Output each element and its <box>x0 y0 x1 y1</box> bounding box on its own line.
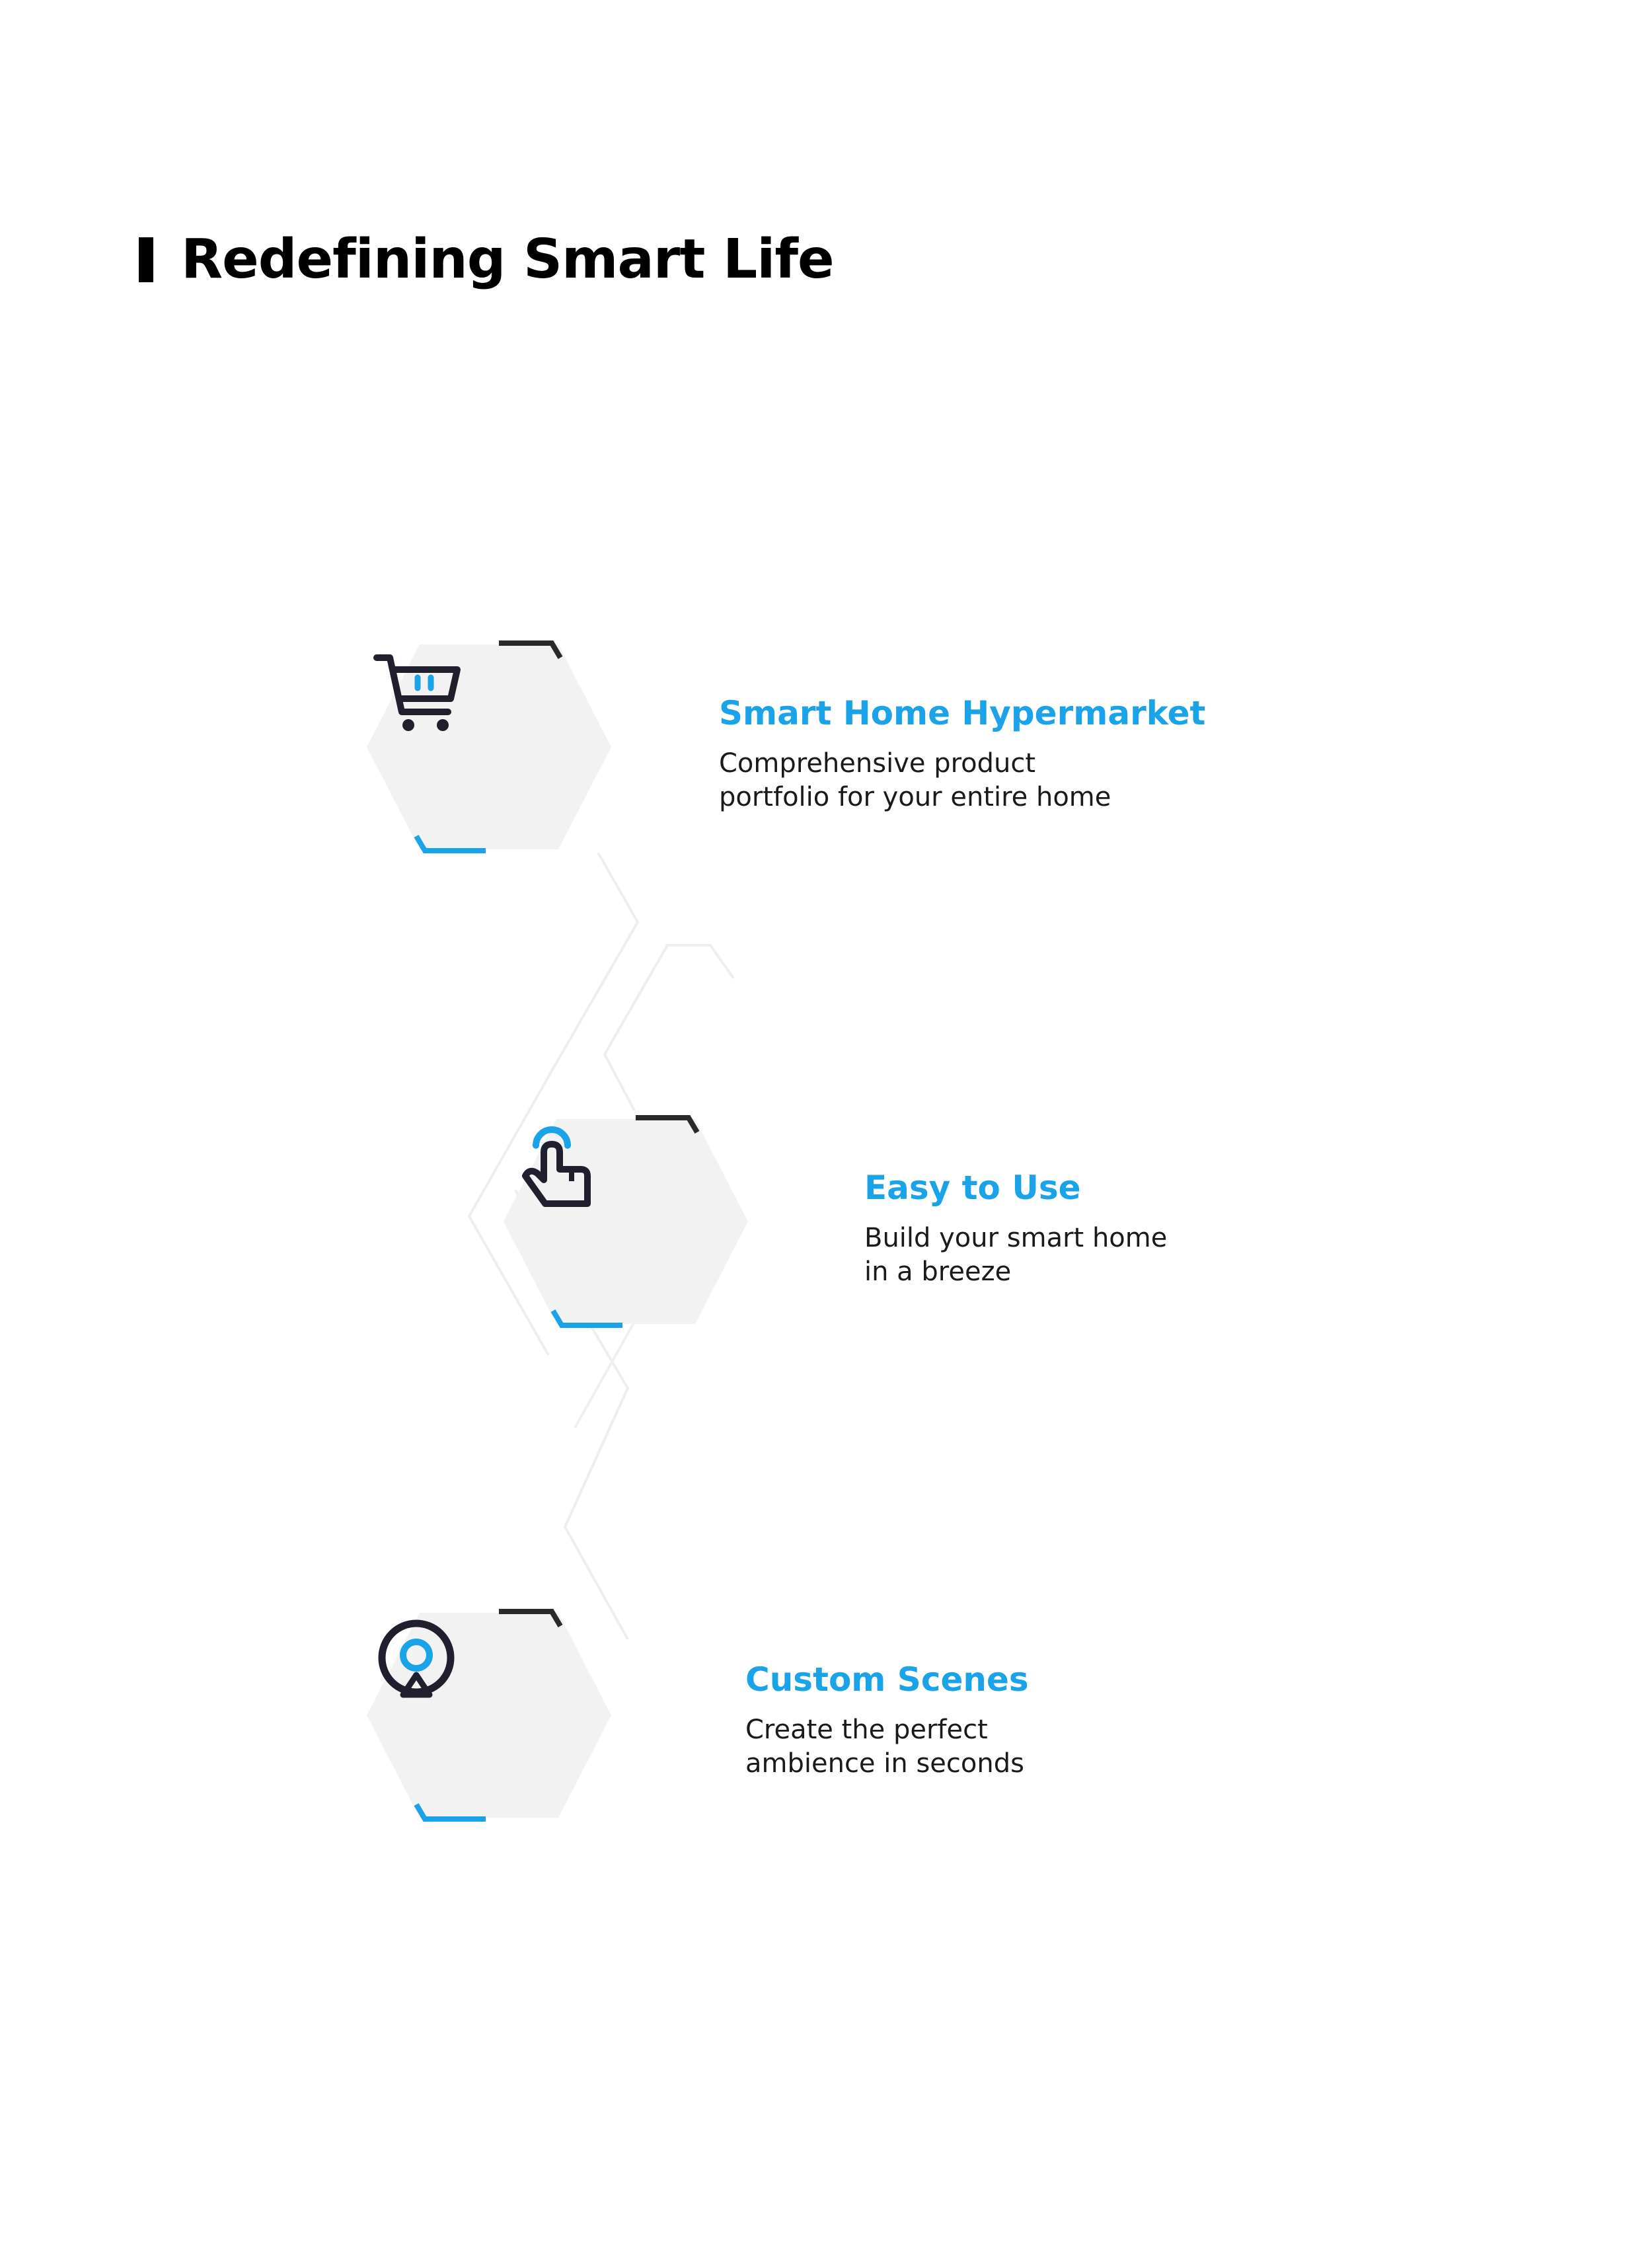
feature-text-1 <box>719 694 1205 814</box>
feature-title: Custom Scenes <box>745 1660 1029 1699</box>
feature-title: Easy to Use <box>864 1169 1081 1207</box>
feature-hexagon-1 <box>363 638 615 863</box>
scene-target-icon <box>363 1606 469 1712</box>
shopping-cart-icon <box>363 638 469 744</box>
feature-desc-line: Create the perfect <box>745 1715 988 1745</box>
page-title: Redefining Smart Life <box>181 228 834 291</box>
feature-desc-line: ambience in seconds <box>745 1748 1024 1779</box>
feature-desc-line: Comprehensive product <box>719 748 1036 779</box>
feature-text-3 <box>745 1660 1029 1781</box>
feature-desc-line: in a breeze <box>864 1257 1012 1287</box>
tap-hand-icon <box>500 1112 606 1218</box>
feature-text-2 <box>864 1169 1167 1289</box>
feature-hexagon-3 <box>363 1606 615 1831</box>
feature-desc-line: portfolio for your entire home <box>719 782 1111 812</box>
feature-title: Smart Home Hypermarket <box>719 694 1206 732</box>
feature-desc-line: Build your smart home <box>864 1223 1168 1253</box>
feature-hexagon-2 <box>500 1112 751 1337</box>
